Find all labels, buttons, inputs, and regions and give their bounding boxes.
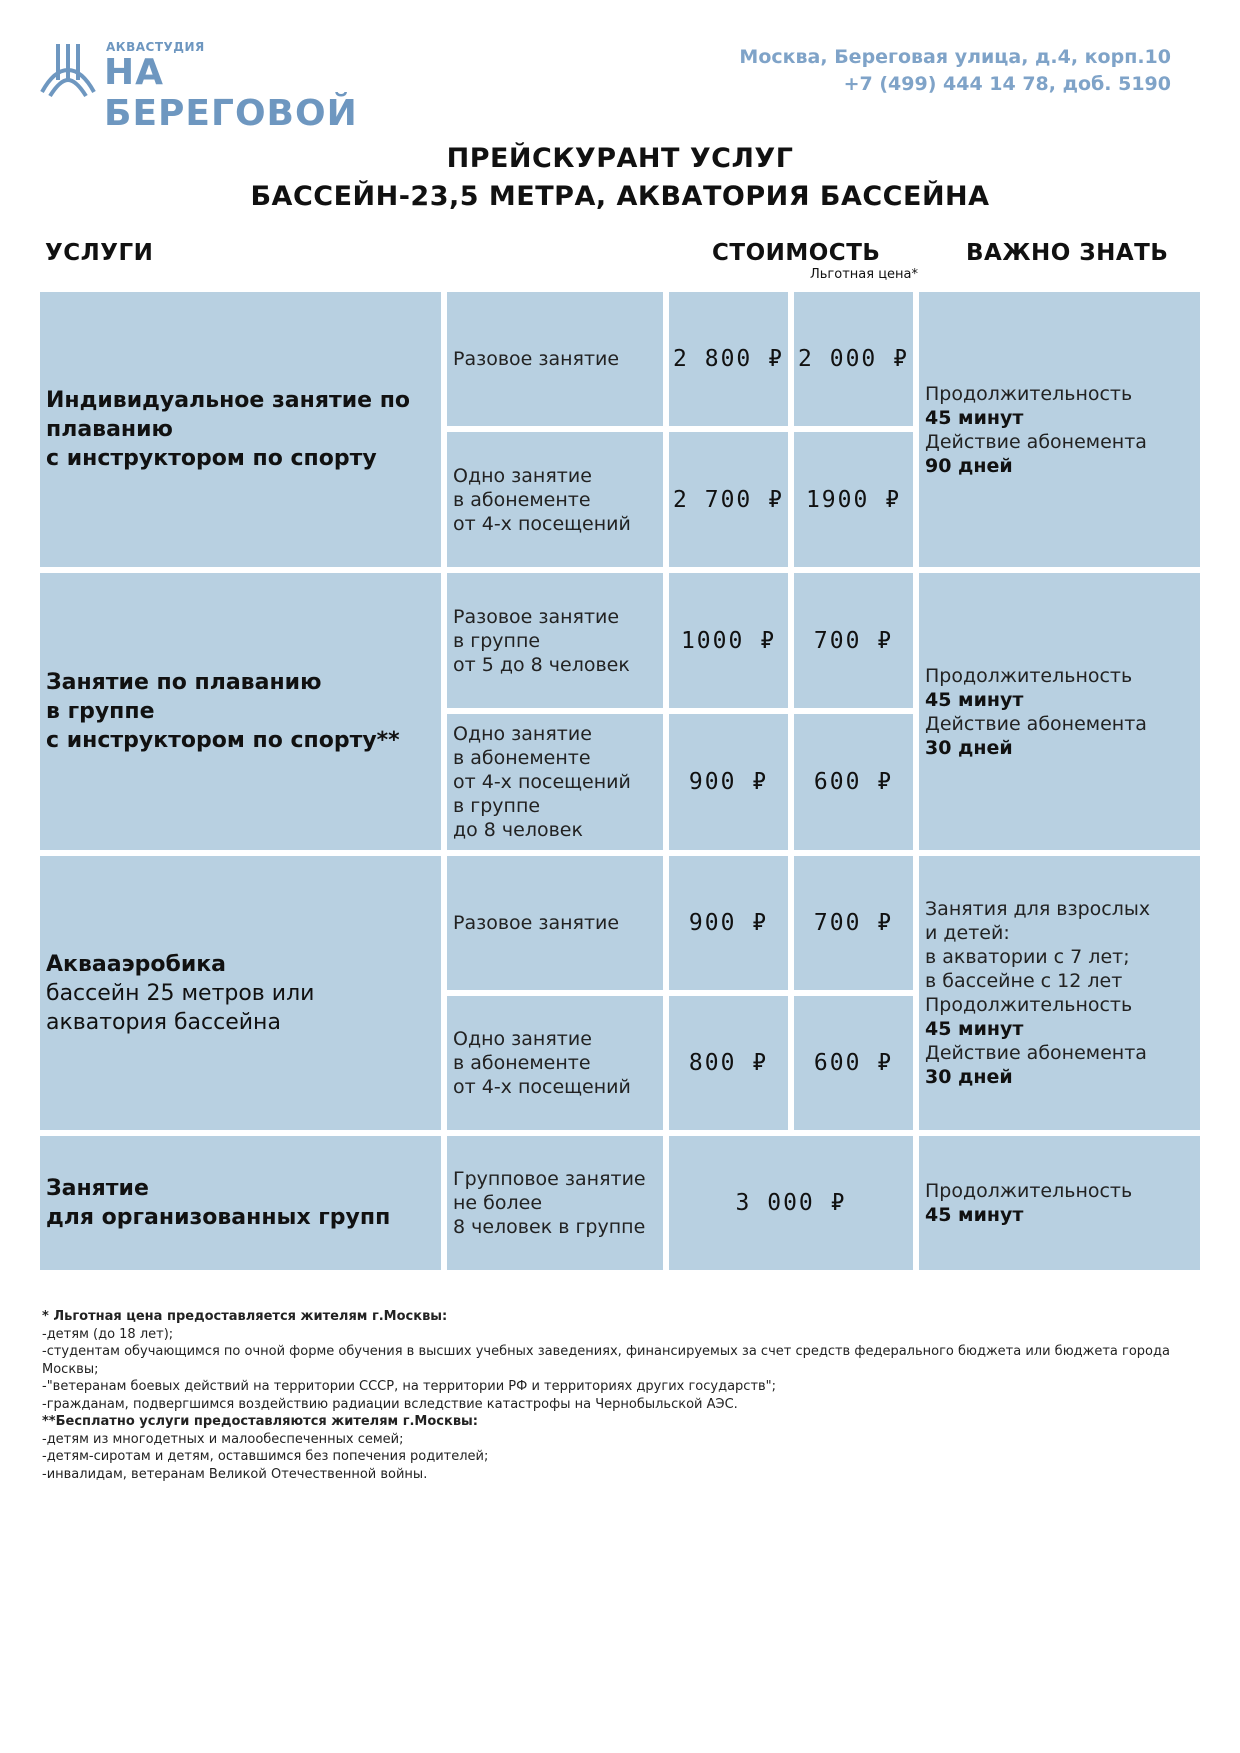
info-line: Продолжительность — [925, 994, 1133, 1016]
row-desc — [447, 1136, 663, 1270]
service-name-aqua-aerobics — [40, 856, 441, 1130]
desc-line: в абонементе — [453, 747, 591, 769]
price-discount: 700 ₽ — [794, 856, 913, 990]
desc-line: в группе — [453, 629, 541, 652]
info-line: Действие абонемента — [925, 712, 1147, 735]
address: Москва, Береговая улица, д.4, корп.10 — [739, 46, 1171, 68]
row-desc — [447, 432, 663, 567]
info-line: Занятия для взрослых — [925, 898, 1151, 920]
price-discount: 1900 ₽ — [794, 432, 913, 567]
footnote-line: -детям (до 18 лет); — [42, 1326, 174, 1342]
desc-line: от 5 до 8 человек — [453, 653, 630, 676]
logo-subtitle: АКВАСТУДИЯ — [106, 40, 205, 54]
footnote-line: -студентам обучающимся по очной форме обучения в высших учебных заведениях, финансируемых за счет средств федерального бюджета или бюджета города Москвы; — [42, 1344, 1170, 1377]
desc-line: в абонементе — [453, 488, 591, 511]
service-name-group — [40, 573, 441, 850]
service-name-individual — [40, 292, 441, 567]
info-line: 45 минут — [925, 1018, 1024, 1040]
service-name-line: для организованных групп — [46, 1205, 391, 1230]
important-info — [919, 1136, 1200, 1270]
price-full: 800 ₽ — [669, 996, 788, 1130]
desc-line: Групповое занятие — [453, 1168, 646, 1190]
info-line: и детей: — [925, 922, 1010, 944]
desc-line: в группе — [453, 795, 541, 817]
footnote-line: -детям из многодетных и малообеспеченных семей; — [42, 1431, 404, 1447]
service-name-organized-groups — [40, 1136, 441, 1270]
col-services: УСЛУГИ — [45, 240, 154, 266]
desc-line: Разовое занятие — [453, 348, 620, 370]
desc-line: Одно занятие — [453, 1028, 592, 1050]
col-cost: СТОИМОСТЬ — [712, 240, 881, 266]
logo-title: НА БЕРЕГОВОЙ — [104, 52, 358, 134]
desc-line: от 4-х посещений — [453, 1076, 631, 1098]
footnote-line: -"ветеранам боевых действий на территории СССР, на территории РФ и территориях других государств"; — [42, 1379, 777, 1394]
price-full: 2 700 ₽ — [669, 432, 788, 567]
info-line: 30 дней — [925, 736, 1013, 759]
price-discount: 600 ₽ — [794, 996, 913, 1130]
price-group: 3 000 ₽ — [669, 1136, 913, 1270]
info-line: 45 минут — [925, 406, 1024, 429]
info-line: Продолжительность — [925, 382, 1133, 405]
price-full: 2 800 ₽ — [669, 292, 788, 426]
row-desc — [447, 996, 663, 1130]
service-name-line: Индивидуальное занятие по — [46, 388, 411, 413]
service-name-line: акватория бассейна — [46, 1009, 281, 1035]
row-desc — [447, 714, 663, 850]
row-desc — [447, 292, 663, 426]
desc-line: от 4-х посещений — [453, 512, 631, 535]
service-name-line: с инструктором по спорту — [46, 446, 377, 471]
service-name-line: Занятие — [46, 1176, 149, 1201]
info-line: 90 дней — [925, 454, 1013, 477]
desc-line: 8 человек в группе — [453, 1216, 646, 1238]
info-line: Продолжительность — [925, 664, 1133, 687]
price-discount: 700 ₽ — [794, 573, 913, 708]
info-line: Действие абонемента — [925, 430, 1147, 453]
service-name-line: с инструктором по спорту** — [46, 728, 400, 753]
service-name-line: Аквааэробика — [46, 951, 227, 977]
phone: +7 (499) 444 14 78, доб. 5190 — [843, 73, 1171, 95]
desc-line: от 4-х посещений — [453, 771, 631, 793]
desc-line: до 8 человек — [453, 819, 583, 841]
desc-line: Одно занятие — [453, 464, 592, 487]
footnotes — [42, 1308, 1192, 1483]
footnote-line: -гражданам, подвергшимся воздействию радиации вследствие катастрофы на Чернобыльской АЭС. — [42, 1396, 738, 1412]
title-line-1: ПРЕЙСКУРАНТ УСЛУГ — [446, 143, 794, 174]
desc-line: Разовое занятие — [453, 912, 620, 934]
price-discount: 600 ₽ — [794, 714, 913, 850]
desc-line: Разовое занятие — [453, 605, 620, 628]
desc-line: не более — [453, 1192, 543, 1214]
row-desc — [447, 856, 663, 990]
footnote-line: -детям-сиротам и детям, оставшимся без попечения родителей; — [42, 1449, 489, 1464]
service-name-line: в группе — [46, 699, 155, 724]
info-line: Действие абонемента — [925, 1042, 1147, 1064]
contact-block — [739, 44, 1171, 98]
info-line: 45 минут — [925, 1204, 1024, 1226]
discount-note: Льготная цена* — [810, 267, 919, 282]
price-full: 900 ₽ — [669, 856, 788, 990]
page-title — [0, 140, 1240, 216]
service-name-line: бассейн 25 метров или — [46, 980, 315, 1006]
desc-line: в абонементе — [453, 1052, 591, 1074]
info-line: в акватории с 7 лет; — [925, 946, 1130, 968]
important-info — [919, 856, 1200, 1130]
price-full: 900 ₽ — [669, 714, 788, 850]
price-full: 1000 ₽ — [669, 573, 788, 708]
col-important: ВАЖНО ЗНАТЬ — [966, 240, 1169, 266]
title-line-2: БАССЕЙН-23,5 МЕТРА, АКВАТОРИЯ БАССЕЙНА — [250, 181, 990, 212]
info-line: в бассейне с 12 лет — [925, 970, 1123, 992]
important-info — [919, 573, 1200, 850]
footnote-line: **Бесплатно услуги предоставляются жителям г.Москвы: — [42, 1414, 479, 1429]
logo — [40, 40, 358, 134]
footnote-line: -инвалидам, ветеранам Великой Отечественной войны. — [42, 1466, 428, 1482]
info-line: Продолжительность — [925, 1180, 1133, 1202]
row-desc — [447, 573, 663, 708]
info-line: 30 дней — [925, 1066, 1013, 1088]
logo-wave-icon — [40, 40, 100, 100]
service-name-line: плаванию — [46, 417, 173, 442]
info-line: 45 минут — [925, 688, 1024, 711]
desc-line: Одно занятие — [453, 723, 592, 745]
price-discount: 2 000 ₽ — [794, 292, 913, 426]
important-info — [919, 292, 1200, 567]
footnote-line: * Льготная цена предоставляется жителям г.Москвы: — [42, 1309, 448, 1324]
service-name-line: Занятие по плаванию — [46, 670, 322, 695]
